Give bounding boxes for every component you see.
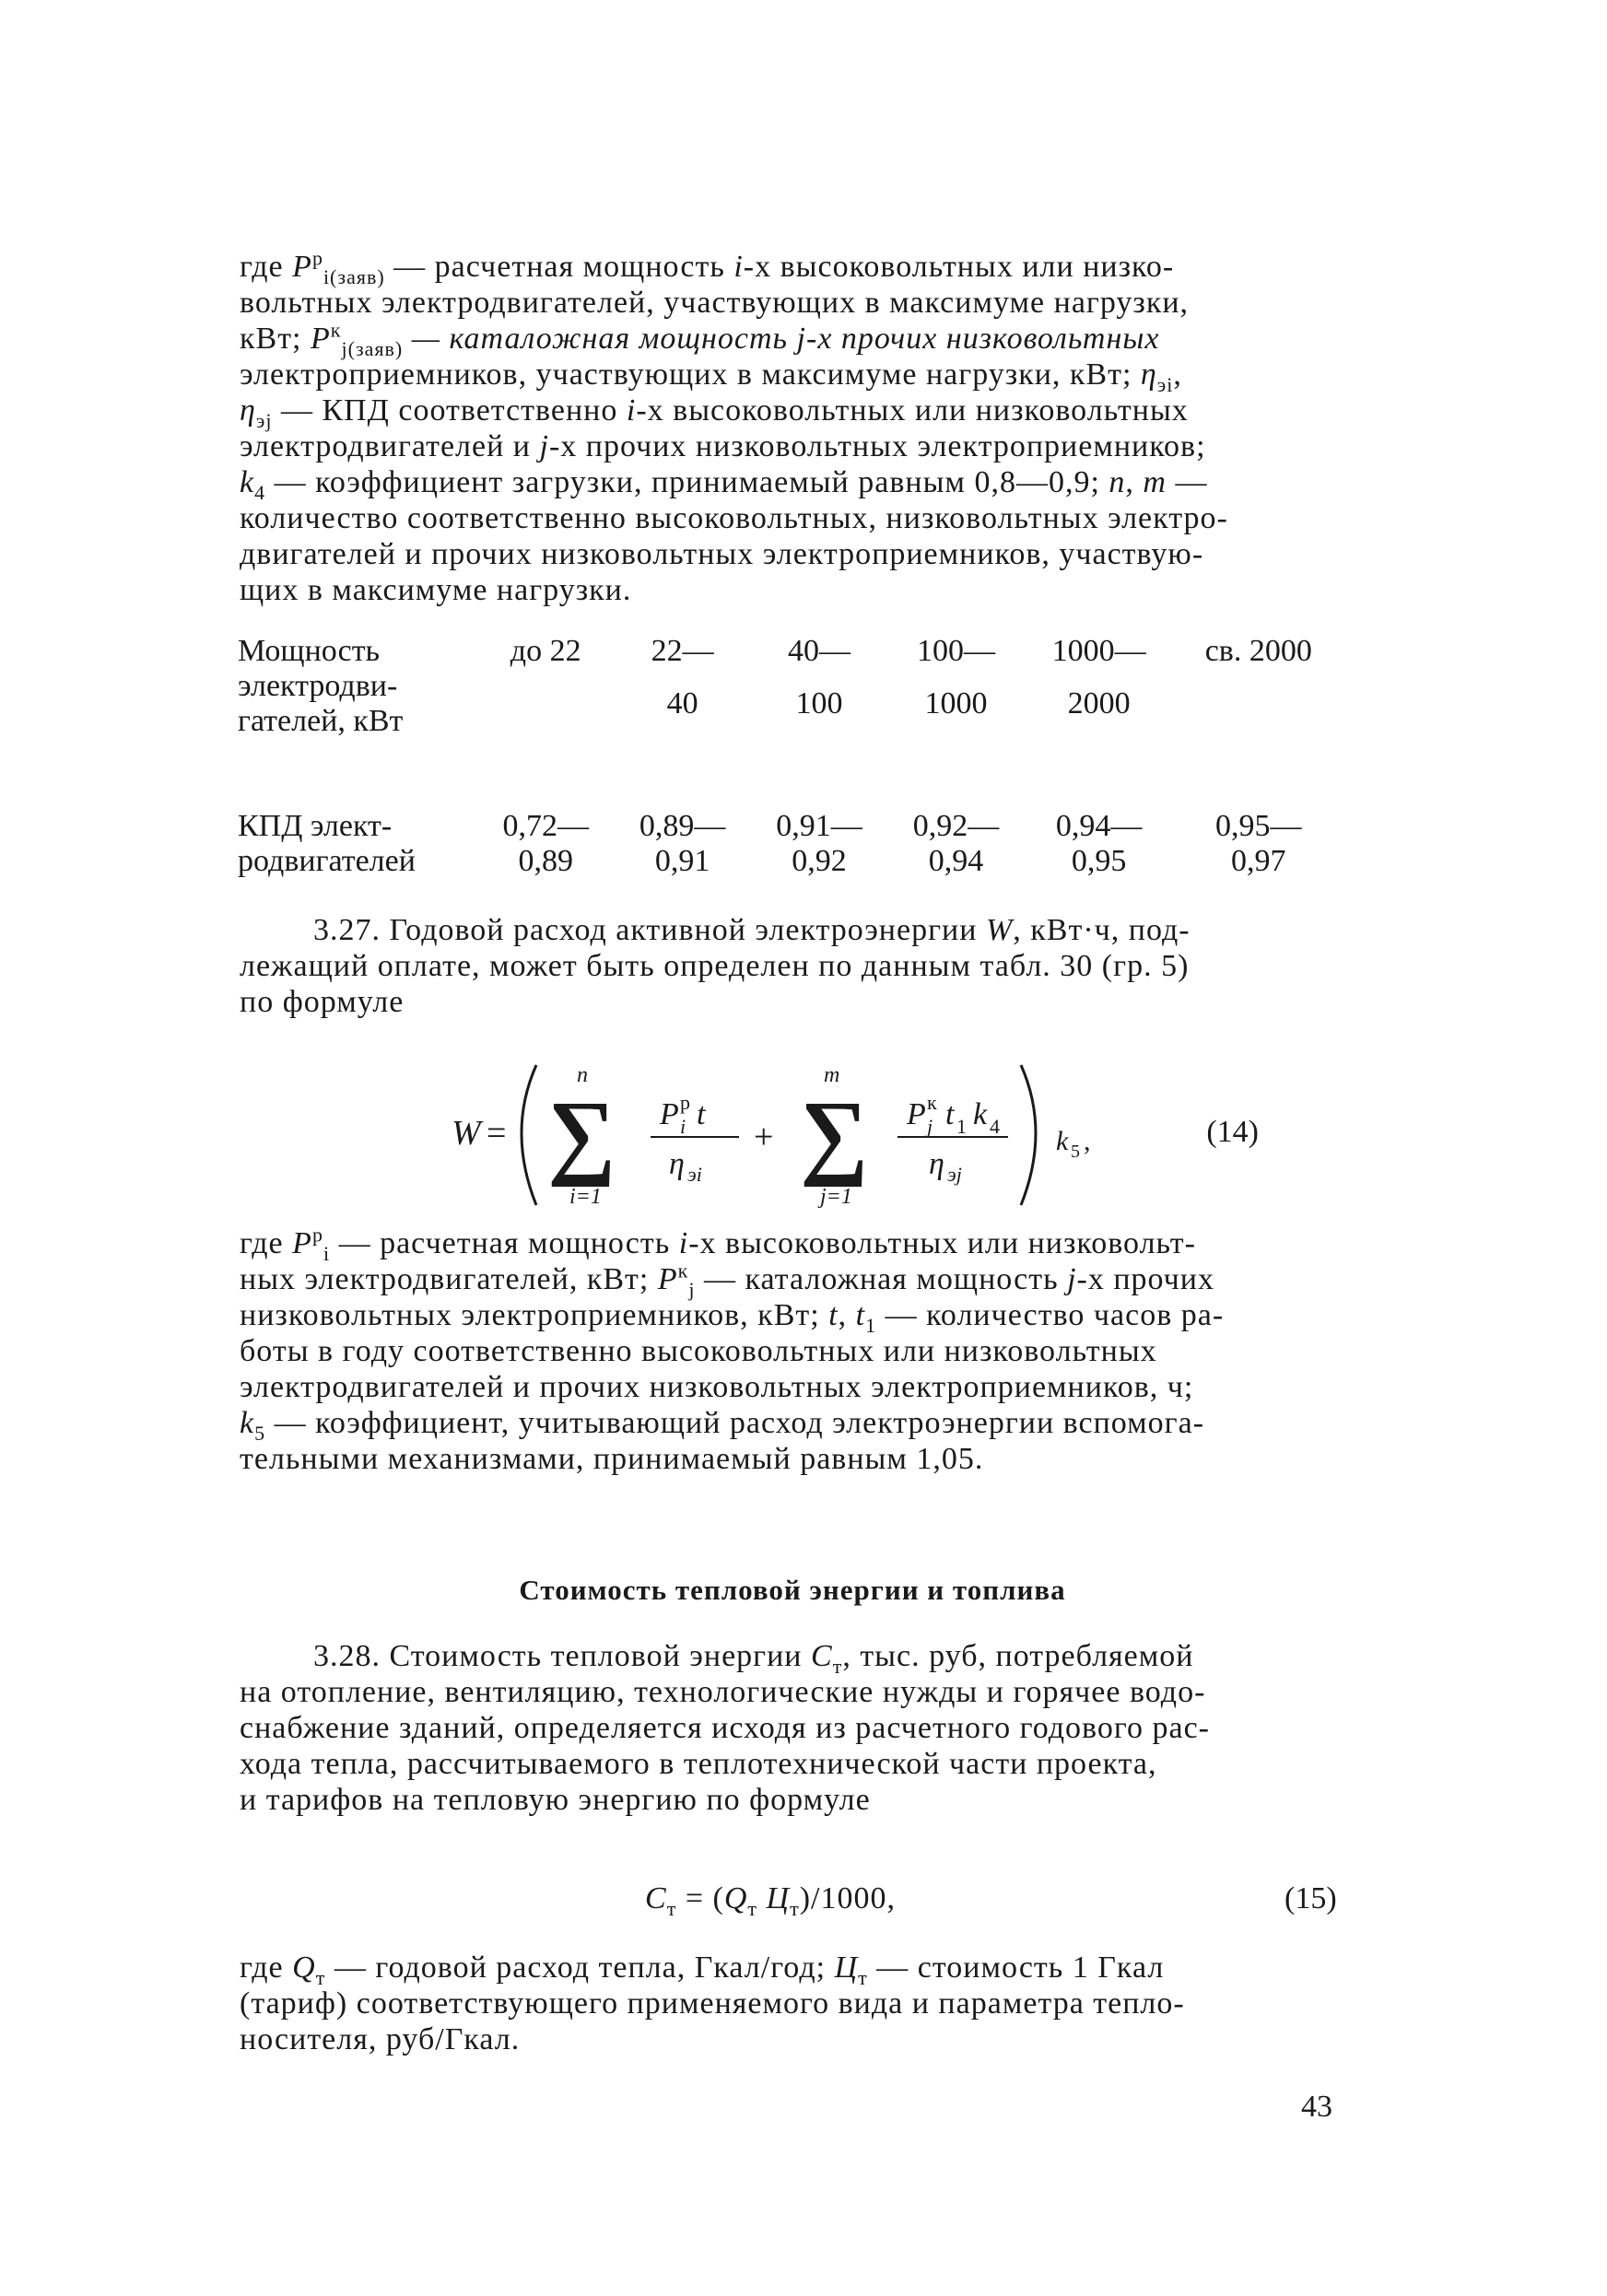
sum1-upper-limit: n (577, 1063, 588, 1087)
formula-equals: = (487, 1114, 507, 1153)
equation-number-14: (14) (1206, 1115, 1259, 1149)
frac2-den-sub: эj (947, 1163, 962, 1186)
table-cell (1174, 686, 1343, 739)
table-cell: 100 (795, 686, 843, 720)
efficiency-table (238, 634, 1343, 879)
left-paren (522, 1065, 536, 1205)
text-line: 3.27. Годовой расход активной электроэнергии W, кВт·ч, под- (313, 913, 1191, 947)
table-header-power: Мощность электродви- гателей, кВт (238, 634, 404, 738)
table-row-power (238, 634, 1343, 686)
frac2-num-sub: j (927, 1115, 933, 1138)
text-line: $k_4$ — коэффициент загрузки, принимаемый равным 0,8—0,9; n, m — (240, 465, 1208, 504)
table-spacer (238, 739, 1343, 774)
formula-k5-sub: 5 (1071, 1142, 1080, 1162)
equation-number-15: (15) (1284, 1881, 1337, 1915)
table-cell: св. 2000 (1204, 634, 1312, 668)
text-line: снабжение зданий, определяется исходя из расчетного годового рас- (240, 1711, 1210, 1745)
table-cell: 0,95— 0,97 (1215, 809, 1302, 878)
text-line: 3.28. Стоимость тепловой энергии $C_т$, тыс. руб, потребляемой (313, 1639, 1194, 1678)
table-cell: 2000 (1067, 686, 1131, 720)
text-line: носителя, руб/Гкал. (240, 2022, 521, 2056)
text-line: кВт; $P^к_{j(заяв)}$ — каталожная мощность j-х прочих низковольтных (240, 318, 1160, 360)
frac1-num-sub: i (680, 1115, 686, 1138)
frac2-num-k: k (973, 1097, 988, 1131)
table-header-efficiency: КПД элект- родвигателей (238, 809, 416, 878)
formula-lhs-w: W (452, 1114, 481, 1153)
formula-15: $C_т = (Q_т$ $Ц_т)/1000$, (645, 1881, 896, 1920)
text-line: боты в году соответственно высоковольтных или низковольтных (240, 1334, 1157, 1368)
formula-14-graphic (452, 1058, 1262, 1214)
frac1-num-sup: р (680, 1091, 690, 1114)
formula-plus: + (754, 1118, 774, 1156)
table-row-efficiency (238, 809, 1343, 879)
text-line: (тариф) соответствующего применяемого вида и параметра тепло- (240, 1986, 1185, 2021)
formula-k5: k (1056, 1126, 1069, 1156)
frac2-num-t-sub: 1 (956, 1115, 967, 1138)
text-line: где $P^р_{i(заяв)}$ — расчетная мощность i-х высоковольтных или низко- (240, 246, 1175, 288)
text-line: электроприемников, участвующих в максимуме нагрузки, кВт; $\eta_{эi}$, (240, 357, 1182, 396)
text-line: и тарифов на тепловую энергию по формуле (240, 1783, 871, 1817)
table-cell (477, 686, 614, 739)
text-line: на отопление, вентиляцию, технологические нужды и горячее водо- (240, 1675, 1206, 1709)
table-spacer (238, 774, 1343, 809)
table-cell: 40— (788, 634, 851, 668)
frac2-num-t: t (945, 1097, 955, 1131)
table-cell: 40 (666, 686, 698, 720)
paragraph-variables-3 (240, 1950, 1345, 2057)
text-line: вольтных электродвигателей, участвующих в максимуме нагрузки, (240, 286, 1190, 320)
sum2-upper-limit: m (824, 1063, 840, 1087)
text-line: низковольтных электроприемников, кВт; t, $t_1$ — количество часов ра- (240, 1298, 1225, 1337)
text-line: $\eta_{эj}$ — КПД соответственно i-х высоковольтных или низковольтных (240, 393, 1189, 432)
text-line: электродвигателей и прочих низковольтных электроприемников, ч; (240, 1370, 1194, 1404)
sum1-sigma: ∑ (547, 1082, 616, 1188)
text-line: где $Q_т$ — годовой расход тепла, Гкал/год; $Ц_т$ — стоимость 1 Гкал (240, 1950, 1165, 1989)
paragraph-3-28 (240, 1638, 1345, 1818)
sum2-sigma: ∑ (800, 1082, 869, 1188)
frac1-den-sub: эi (687, 1163, 702, 1186)
table-cell: 0,92— 0,94 (912, 809, 1000, 878)
paragraph-variables-2 (240, 1225, 1345, 1477)
right-paren (1021, 1065, 1036, 1205)
table-cell: 100— (916, 634, 995, 668)
table-cell: 1000— (1051, 634, 1146, 668)
table-cell: 0,89— 0,91 (639, 809, 726, 878)
paragraph-3-27 (240, 912, 1345, 1020)
frac1-den-eta: η (669, 1147, 685, 1181)
sum1-lower-limit: i=1 (569, 1185, 602, 1209)
text-line: лежащий оплате, может быть определен по данным табл. 30 (гр. 5) (240, 949, 1190, 983)
frac2-num-p: P (907, 1097, 926, 1131)
frac1-num-p: P (660, 1097, 679, 1131)
frac2-num-sup: к (927, 1091, 937, 1114)
paragraph-variables-1 (240, 246, 1345, 608)
text-line: щих в максимуме нагрузки. (240, 573, 632, 607)
text-line: двигателей и прочих низковольтных электроприемников, участвую- (240, 537, 1204, 571)
frac2-den-eta: η (929, 1147, 944, 1181)
formula-14 (452, 1058, 1262, 1209)
frac1-num-t: t (697, 1097, 706, 1131)
text-line: по формуле (240, 985, 405, 1019)
table-cell: 22— (651, 634, 714, 668)
table-cell: 0,94— 0,95 (1055, 809, 1143, 878)
text-line: где $P^р_i$ — расчетная мощность i-х высоковольтных или низковольт- (240, 1223, 1196, 1265)
table-cell: 0,72— 0,89 (502, 809, 589, 878)
page-number: 43 (1301, 2090, 1332, 2124)
text-line: хода тепла, рассчитываемого в теплотехнической части проекта, (240, 1747, 1157, 1781)
formula-tail-comma: , (1084, 1126, 1091, 1156)
text-line: электродвигателей и j-х прочих низковольтных электроприемников; (240, 429, 1206, 463)
text-line: $k_5$ — коэффициент, учитывающий расход электроэнергии вспомога- (240, 1406, 1205, 1445)
table-cell: 0,91— 0,92 (776, 809, 862, 878)
text-line: ных электродвигателей, кВт; $P^к_j$ — каталожная мощность j-х прочих (240, 1259, 1214, 1301)
table-cell: 1000 (924, 686, 988, 720)
frac2-num-k-sub: 4 (990, 1115, 1000, 1138)
section-heading: Стоимость тепловой энергии и топлива (519, 1574, 1066, 1606)
table-cell: до 22 (510, 634, 581, 668)
sum2-lower-limit: j=1 (820, 1185, 852, 1209)
text-line: тельными механизмами, принимаемый равным 1,05. (240, 1442, 984, 1476)
text-line: количество соответственно высоковольтных, низковольтных электро- (240, 501, 1228, 535)
